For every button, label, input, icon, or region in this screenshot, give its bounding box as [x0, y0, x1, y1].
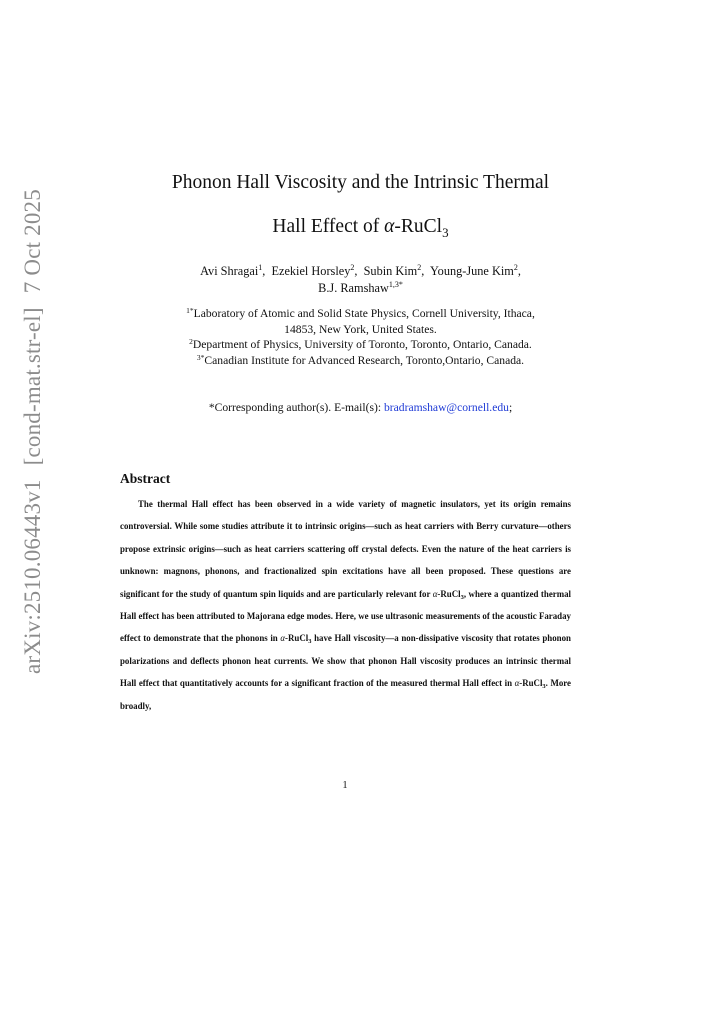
author: Young-June Kim$^2$, [430, 263, 521, 278]
title-alpha: α [384, 216, 395, 237]
abstract-body: The thermal Hall effect has been observed in a wide variety of magnetic insulators, yet its origin remains controversial. While some studies attribute it to intrinsic origins—such as heat carriers with Berry curvature—others propose extrinsic origins—such as heat carriers scattering off crystal defects. Even the nature of the heat carriers is unknown: magnons, phonons, and fractionalized spin excitations have all been proposed. These questions are significant for the study of quantum spin liquids and are particularly relevant for α-RuCl$_3$, where a quantized thermal Hall effect has been attributed to Majorana edge modes. Here, we use ultrasonic measurements of the acoustic Faraday effect to demonstrate that the phonons in α-RuCl$_3$ have Hall viscosity—a non-dissipative viscosity that rotates phonon polarizations and deflects phonon heat currents. We show that phonon Hall viscosity produces an intrinsic thermal Hall effect that quantitatively accounts for a significant fraction of the measured thermal Hall effect in α-RuCl$_3$. More broadly, [120, 499, 571, 711]
author: Subin Kim$^2$, [363, 263, 425, 278]
title-prefix: Hall Effect of [272, 216, 385, 237]
author: B.J. Ramshaw$^{1,3*}$ [318, 280, 403, 295]
author-list-line-2 [0, 280, 721, 296]
author: Avi Shragai$^1$, [200, 263, 266, 278]
paper-title-line-2 [0, 216, 721, 241]
affiliations [0, 306, 721, 368]
title-subscript: 3 [442, 224, 449, 240]
affiliation-3: $^{3*}$Canadian Institute for Advanced Research, Toronto,Ontario, Canada. [196, 352, 525, 367]
title-compound: -RuCl [394, 216, 443, 237]
arxiv-sidebar-stamp [20, 189, 46, 674]
affiliation-1-cont: 14853, New York, United States. [284, 322, 437, 336]
email-link[interactable]: bradramshaw@cornell.edu [383, 401, 509, 414]
author: Ezekiel Horsley$^2$, [271, 263, 358, 278]
arxiv-category: [cond-mat.str-el] [20, 307, 45, 466]
arxiv-id: arXiv:2510.06443v1 [20, 479, 45, 674]
affiliation-1: $^{1*}$Laboratory of Atomic and Solid State Physics, Cornell University, Ithaca, [186, 306, 535, 320]
arxiv-date: 7 Oct 2025 [20, 189, 45, 294]
abstract-heading: Abstract [120, 471, 171, 486]
affiliation-2: $^2$Department of Physics, University of Toronto, Toronto, Ontario, Canada. [189, 337, 532, 351]
paper-title-line-1: Phonon Hall Viscosity and the Intrinsic Thermal [171, 172, 550, 193]
author-list-line-1 [0, 263, 721, 279]
page-number: 1 [342, 780, 348, 791]
corresponding-author: *Corresponding author(s). E-mail(s): bradramshaw@cornell.edu; [208, 401, 513, 414]
